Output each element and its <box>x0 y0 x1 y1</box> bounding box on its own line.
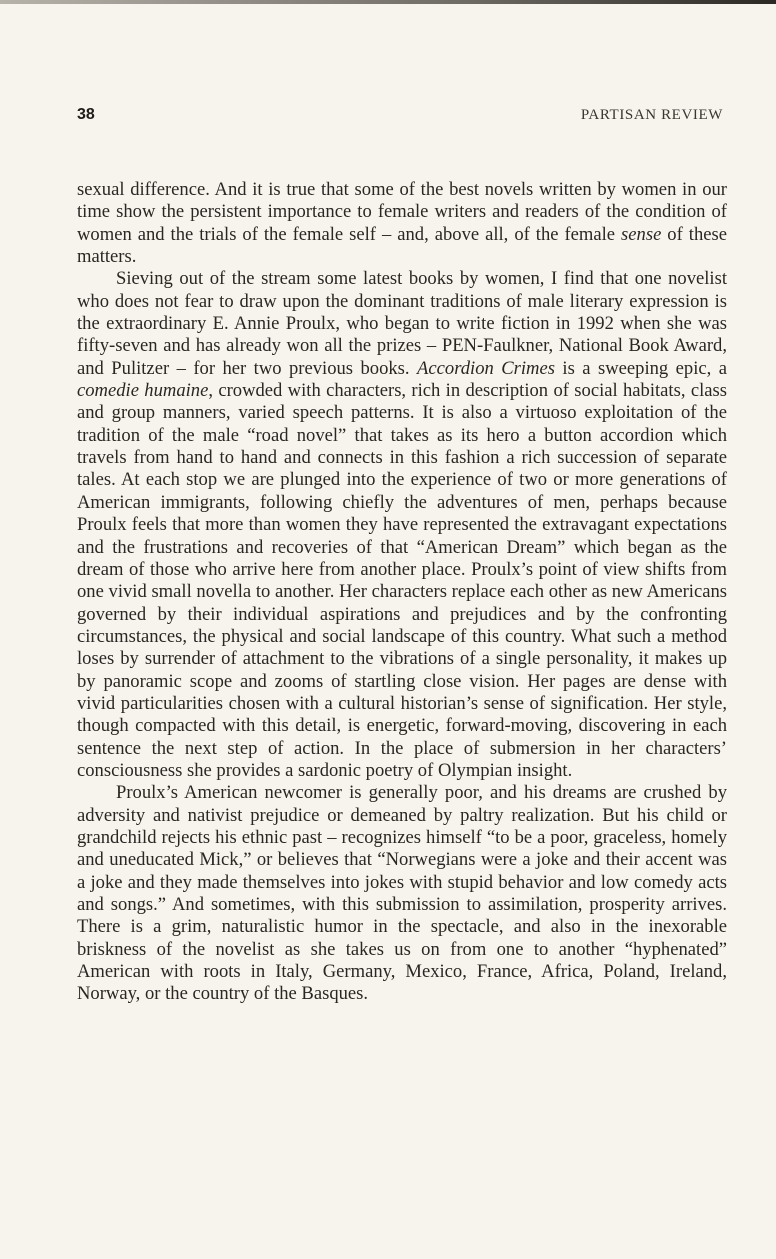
text-segment: , crowded with characters, rich in description of social habitats, class and group manners, varied speech patterns. It is also a virtuoso exploitation of the tradition of the male “road novel” that takes as its hero a button accordion which travels from hand to hand and connects in this fashion a rich succession of separate tales. At each stop we are plunged into the experience of two or more generations of American immigrants, following chiefly the adventures of men, perhaps because Proulx feels that more than women they have represented the extravagant expectations and the frustrations and recoveries of that “American Dream” which began as the dream of those who arrive here from another place. Proulx’s point of view shifts from one vivid small novella to another. Her characters replace each other as new Americans governed by their individual aspirations and prejudices and by the confronting circumstances, the physical and social landscape of this country. What such a method loses by surrender of attachment to the vibrations of a single personality, it makes up by panoramic scope and zooms of startling close vision. Her pages are dense with vivid particularities chosen with a cultural historian’s sense of signification. Her style, though compacted with this detail, is energetic, forward-moving, discovering in each sentence the next step of action. In the place of submersion in her characters’ consciousness she provides a sardonic poetry of Olympian insight. <box>77 380 727 781</box>
italic-segment: comedie humaine <box>77 380 209 402</box>
top-edge-rule <box>0 0 776 4</box>
body-text <box>77 179 727 1006</box>
page-number: 38 <box>77 106 95 123</box>
page-header <box>77 106 723 128</box>
paragraph-3 <box>77 782 727 1005</box>
paragraph-1 <box>77 179 727 268</box>
text-segment: sexual difference. And it is true that some of the best novels written by women in our time show the persistent importance to female writers and readers of the condition of women and the trials of the female self – and, above all, of the female <box>77 179 727 245</box>
text-segment: Sieving out of the stream some latest books by women, I find that one novelist who does not fear to draw upon the dominant traditions of male literary expression is the extraordinary E. Annie Proulx, who began to write fiction in 1992 when she was fifty-seven and has already won all the prizes – PEN-Faulkner, National Book Award, and Pulitzer – for her two previous books. <box>77 268 727 379</box>
text-segment: Proulx’s American newcomer is generally poor, and his dreams are crushed by adversity and nativist prejudice or demeaned by paltry realization. But his child or grandchild rejects his ethnic past – recognizes himself “to be a poor, graceless, homely and uneducated Mick,” or believes that “Norwegians were a joke and their accent was a joke and they made themselves into jokes with stupid behavior and low comedy acts and songs.” And sometimes, with this submission to assimilation, prosperity arrives. There is a grim, naturalistic humor in the spectacle, and also in the inexorable briskness of the novelist as she takes us on from one to another “hyphenated” American with roots in Italy, Germany, Mexico, France, Africa, Poland, Ireland, Norway, or the country of the Basques. <box>77 782 727 1005</box>
text-segment: of these matters. <box>77 223 727 268</box>
paragraph-2 <box>77 268 727 782</box>
running-head: PARTISAN REVIEW <box>580 107 723 123</box>
italic-segment: sense <box>621 223 662 245</box>
text-segment: is a sweeping epic, a <box>554 357 727 379</box>
italic-segment: Accordion Crimes <box>417 357 555 379</box>
